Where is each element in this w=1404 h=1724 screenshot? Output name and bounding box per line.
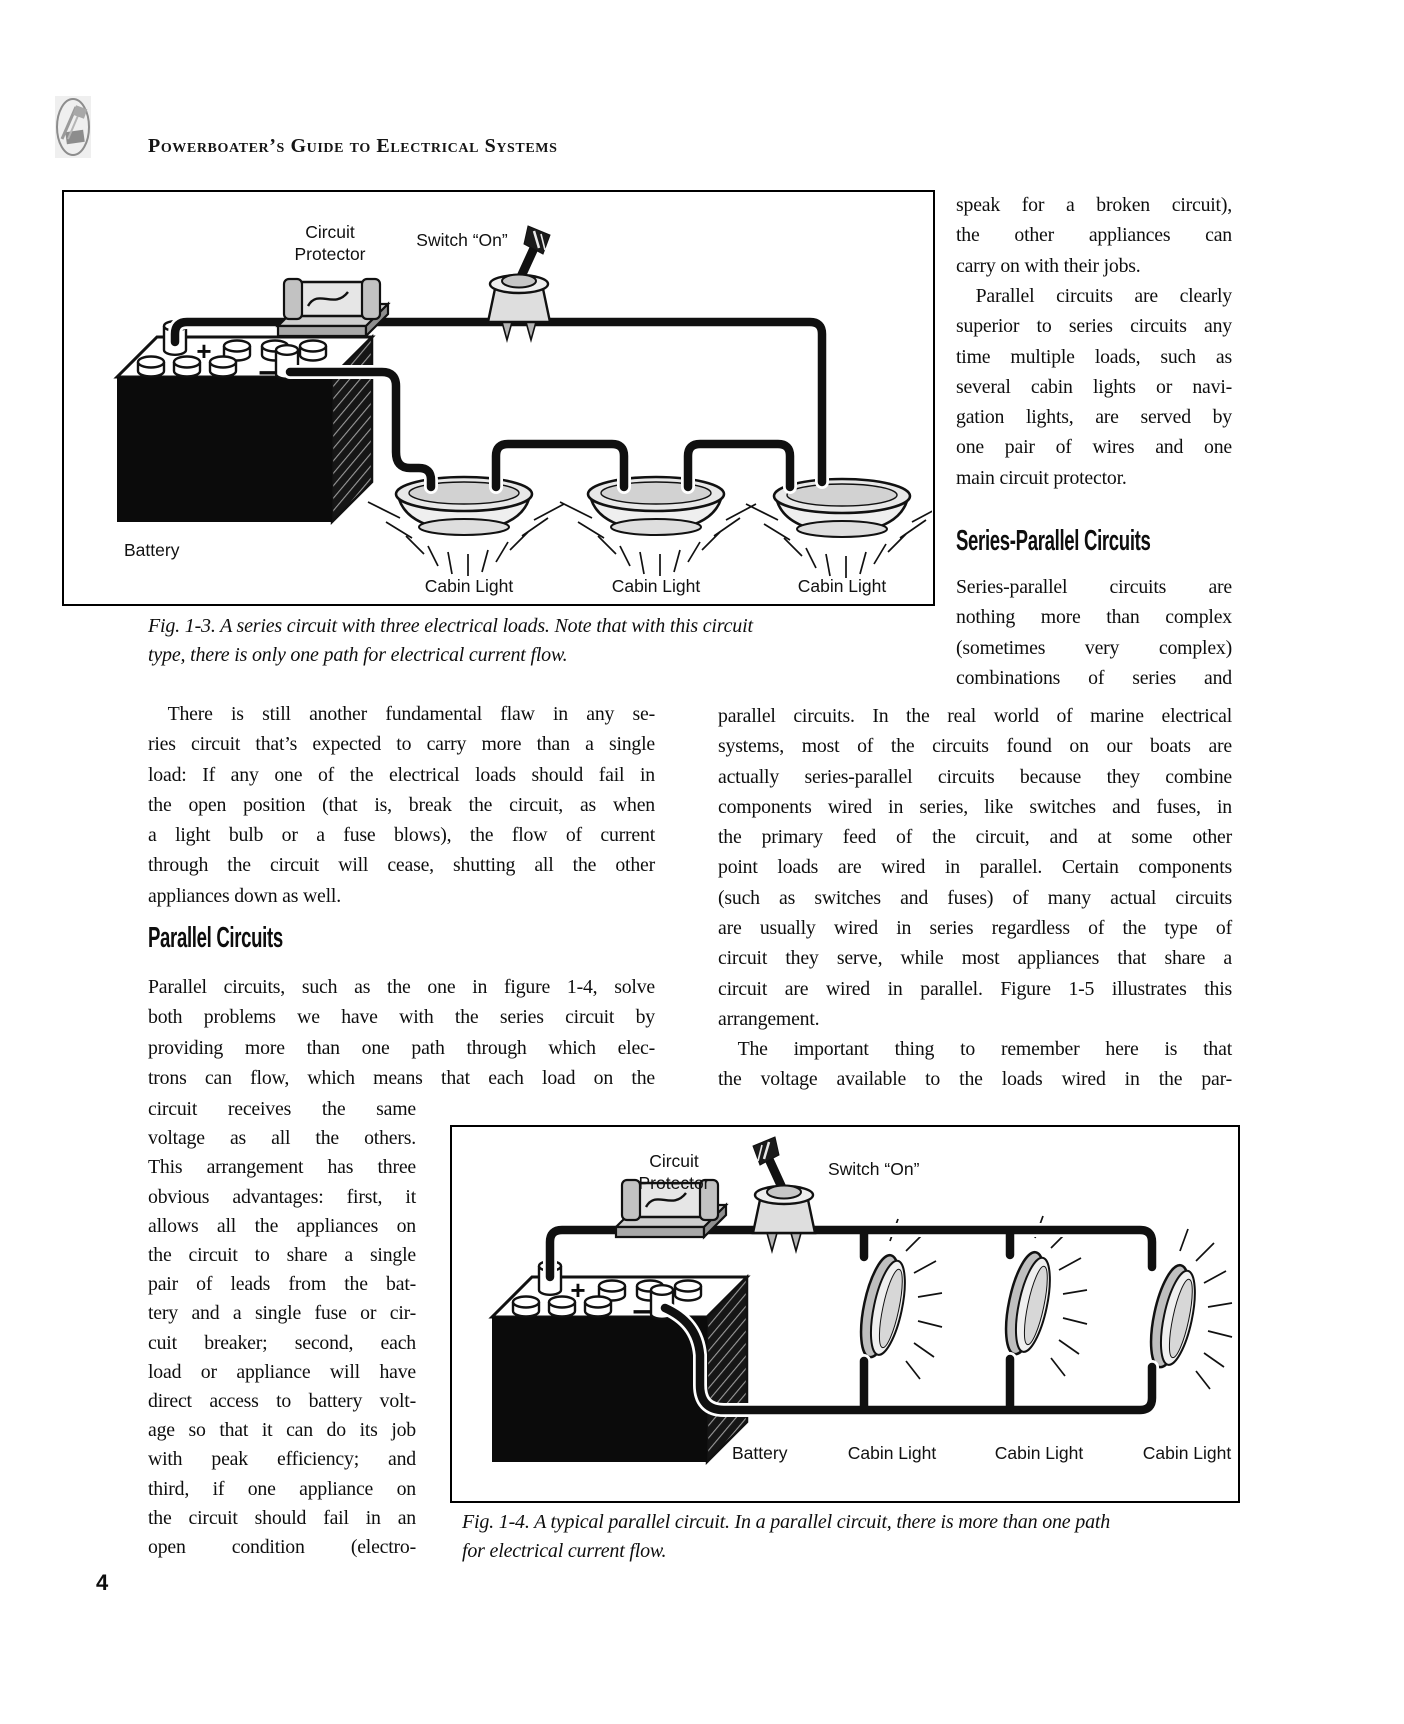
right-column-paragraph: Series-parallel circuits are nothing more than complex (sometimes very complex) combinations of series and: [956, 576, 1232, 689]
circuit-protector-label: Protector: [294, 244, 366, 264]
running-header-title: Powerboater’s Guide to Electrical Systems: [148, 135, 558, 157]
figure-1-3: [62, 190, 935, 606]
battery-plus-sign: +: [570, 1275, 586, 1305]
right-column-paragraph: parallel circuits. In the real world of marine electrical systems, most of the circuits found on our boats are actually series-parallel circuits because they combine components wired in series, like switches and fuses, in the primary feed of the circuit, and at some other point loads are wired in parallel. Certain components (such as switches and fuses) of many actual circuits are usually wired in series regardless of the type of circuit they serve, while most appliances that share a circuit are wired in parallel. Figure 1-5 illustrates this arrangement.: [718, 705, 1232, 1030]
battery-illustration: [117, 321, 372, 522]
cabin-light-illustration: [999, 1249, 1058, 1359]
cabin-light-label: Cabin Light: [994, 1443, 1084, 1463]
figure-1-4-caption: Fig. 1-4. A typical parallel circuit. In a parallel circuit, there is more than one path for electrical current flow.: [462, 1511, 1111, 1562]
cabin-light-label: Cabin Light: [797, 576, 887, 596]
circuit-protector-label: Circuit: [305, 222, 355, 242]
switch-on-label: Switch “On”: [828, 1159, 920, 1179]
right-column-paragraph: Parallel circuits are clearly superior to series circuits any time multiple loads, such as several cabin lights or navi- gation lights, are served by one pair of wires and one main circuit protector.: [956, 285, 1232, 489]
left-column-paragraph: Parallel circuits, such as the one in figure 1-4, solve both problems we have with the series circuit by providing more than one path through which elec- trons can flow, which means that each load on the: [148, 976, 655, 1089]
page-number: 4: [96, 1570, 109, 1595]
cabin-light-label: Cabin Light: [1142, 1443, 1232, 1463]
figure-1-3-caption: Fig. 1-3. A series circuit with three electrical loads. Note that with this circuit type, there is only one path for electrical current flow.: [148, 615, 753, 666]
circuit-protector-illustration: [278, 279, 388, 336]
battery-label: Battery: [732, 1443, 788, 1463]
figure-1-4: [450, 1125, 1240, 1503]
battery-illustration: [492, 1261, 747, 1462]
cabin-light-label: Cabin Light: [611, 576, 701, 596]
left-column-paragraph: There is still another fundamental flaw in any se- ries circuit that’s expected to carry more than a single load: If any one of the electrical loads should fail in the open position (that is, break the circuit, as when a light bulb or a fuse blows), the flow of current through the circuit will cease, shutting all the other appliances down as well.: [148, 703, 655, 907]
switch-on-label: Switch “On”: [416, 230, 508, 250]
publisher-logo-icon: [54, 95, 92, 159]
battery-label: Battery: [124, 540, 180, 560]
cabin-light-illustration: [854, 1252, 913, 1362]
battery-plus-sign: +: [196, 336, 212, 366]
section-heading-parallel: Parallel Circuits: [148, 922, 283, 954]
cabin-light-illustration: [396, 477, 532, 535]
cabin-light-illustration: [1144, 1262, 1203, 1372]
toggle-switch-illustration: [753, 1137, 815, 1251]
parallel-circuit-diagram: [452, 1127, 1237, 1500]
battery-minus-sign: –: [632, 1291, 652, 1329]
section-heading-series-parallel: Series-Parallel Circuits: [956, 525, 1151, 557]
right-column-paragraph: speak for a broken circuit), the other appliances can carry on with their jobs.: [956, 194, 1232, 277]
cabin-light-illustration: [588, 477, 724, 535]
circuit-protector-label: Circuit: [649, 1151, 699, 1171]
battery-minus-sign: –: [258, 352, 278, 390]
cabin-light-label: Cabin Light: [847, 1443, 937, 1463]
cabin-light-label: Cabin Light: [424, 576, 514, 596]
right-column-paragraph: The important thing to remember here is that the voltage available to the loads wired in the par-: [718, 1038, 1232, 1091]
left-column-paragraph: circuit receives the same voltage as all the others. This arrangement has three obvious advantages: first, it allows all the appliances on the circuit to share a single pair of leads from the bat- tery and a single fuse or cir- cuit breaker; second, each load or appliance will have direct access to battery volt- age so that it can do its job with peak efficiency; and third, if one appliance on the circuit should fail in an open condition (electro-: [148, 1098, 416, 1559]
circuit-protector-label: Protector: [638, 1173, 710, 1193]
series-circuit-diagram: [64, 192, 932, 603]
